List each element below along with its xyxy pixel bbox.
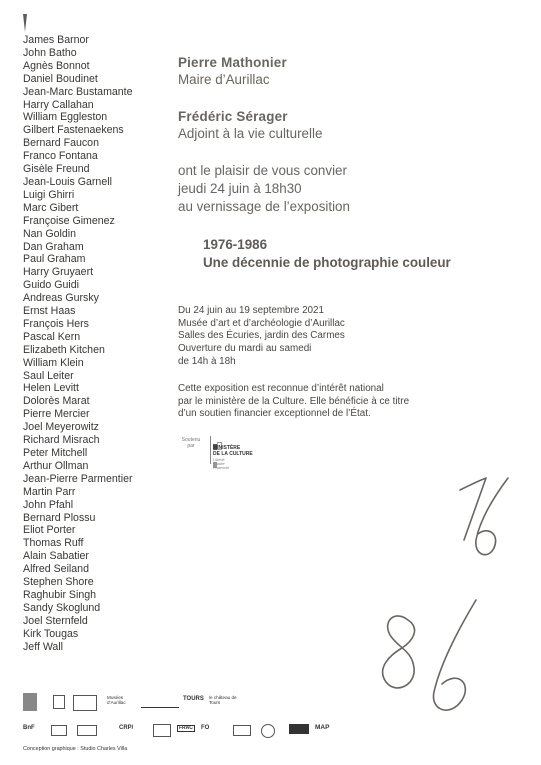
artist-name: Arthur Ollman — [23, 459, 89, 472]
artist-name: Kirk Tougas — [23, 627, 79, 640]
artist-name: Pascal Kern — [23, 330, 81, 343]
detail-line: Salles des Écuries, jardin des Carmes — [178, 330, 345, 342]
notice-line: Cette exposition est reconnue d’intérêt national — [178, 383, 384, 394]
invite-line: jeudi 24 juin à 18h30 — [178, 180, 302, 196]
partner-logo — [233, 725, 251, 736]
institution-logo — [53, 695, 65, 709]
aurillac-logo — [23, 693, 37, 711]
ministry-line: MINISTÈRE — [213, 445, 241, 451]
artist-name: Andreas Gursky — [23, 292, 99, 305]
artist-name: Gisèle Freund — [23, 163, 90, 176]
artist-name: Pierre Mercier — [23, 408, 90, 421]
artist-name: Paul Graham — [23, 253, 86, 266]
notice-line: d’un soutien financier exceptionnel de l’État. — [178, 408, 371, 420]
artist-name: William Eggleston — [23, 111, 108, 124]
digit-6-bottom — [433, 600, 476, 710]
artist-name: Jean-Pierre Parmentier — [23, 472, 133, 485]
artist-name: Ernst Haas — [23, 305, 76, 318]
artist-name: Alain Sabatier — [23, 550, 89, 563]
partner-logo — [261, 724, 275, 738]
artist-name: Peter Mitchell — [23, 447, 88, 459]
artist-name: Elizabeth Kitchen — [23, 343, 105, 356]
artist-name: Martin Parr — [23, 485, 76, 498]
partner-logos-bottom — [23, 722, 343, 738]
fo-logo: FO — [201, 725, 210, 731]
supported-by-label — [178, 437, 204, 449]
artist-name: Luigi Ghirri — [23, 188, 75, 201]
musees-aurillac-logo: Musées d’Aurillac — [107, 695, 126, 705]
artist-name: Jean-Marc Bustamante — [23, 85, 133, 98]
artist-name: Joel Sternfeld — [23, 614, 88, 627]
artist-name: Harry Callahan — [23, 98, 94, 111]
digit-7-top — [460, 478, 486, 540]
digit-8-bottom — [383, 616, 415, 688]
artist-name: Thomas Ruff — [23, 537, 84, 550]
artist-name: Helen Levitt — [23, 382, 79, 395]
map-logo: MAP — [315, 724, 330, 731]
invitation-text — [178, 162, 350, 215]
host-name: Pierre Mathonier — [178, 55, 287, 70]
artist-name: Harry Gruyaert — [23, 266, 94, 279]
design-credit: Conception graphique : Studio Charles Villa — [23, 746, 128, 752]
partner-logo — [77, 725, 97, 736]
artist-name: Alfred Seiland — [23, 563, 89, 576]
partner-logos-top — [23, 691, 243, 721]
digit-6-top — [476, 478, 508, 555]
artist-name: Gilbert Fastenaekens — [23, 124, 124, 137]
detail-line: Musée d’art et d’archéologie d’Aurillac — [178, 317, 345, 329]
black-box-logo — [73, 695, 97, 711]
motto-line: Liberté — [213, 458, 225, 462]
invite-line: au vernissage de l’exposition — [178, 198, 350, 214]
host-role: Adjoint à la vie culturelle — [178, 126, 323, 141]
exhibition-details — [178, 305, 345, 369]
national-interest-notice — [178, 383, 409, 421]
artist-name: Nan Goldin — [23, 227, 76, 240]
host-block-deputy — [178, 108, 322, 142]
artist-name: Dolorès Marat — [23, 395, 90, 408]
artist-name: Bernard Plossu — [23, 511, 96, 524]
detail-line: de 14h à 18h — [178, 355, 236, 367]
host-role: Maire d’Aurillac — [178, 72, 270, 87]
artist-name: James Barnor — [23, 34, 89, 46]
partner-logo — [51, 725, 67, 736]
exhibition-title — [203, 236, 451, 271]
motto-line: Égalité — [213, 462, 225, 466]
artist-name: Dan Graham — [23, 240, 84, 253]
artist-name: Bernard Faucon — [23, 137, 99, 150]
artist-name: Agnès Bonnot — [23, 59, 90, 72]
tours-logo: TOURS — [183, 696, 204, 702]
artist-list — [23, 34, 173, 654]
artist-name: Richard Misrach — [23, 434, 100, 447]
host-name: Frédéric Sérager — [178, 109, 288, 124]
partner-logo — [289, 724, 309, 734]
soutenu-text: Soutenu — [181, 437, 201, 443]
detail-line: Ouverture du mardi au samedi — [178, 343, 312, 355]
artist-name: Jeff Wall — [23, 640, 64, 653]
frac-logo: FRAC — [179, 725, 193, 731]
artist-name: William Klein — [23, 356, 84, 369]
exhibition-name: Une décennie de photographie couleur — [203, 254, 451, 270]
triangle-mark-icon — [23, 14, 27, 32]
motto-line: Fraternité — [213, 466, 230, 470]
artist-name: Raghubir Singh — [23, 588, 97, 601]
artist-name: John Batho — [23, 46, 77, 59]
artist-name: Sandy Skoglund — [23, 601, 101, 614]
artist-name: Stephen Shore — [23, 576, 94, 589]
region-logo — [141, 697, 179, 708]
artist-name: Guido Guidi — [23, 279, 79, 292]
artist-name: Françoise Gimenez — [23, 214, 115, 227]
partner-logo — [153, 724, 171, 737]
ministry-line: DE LA CULTURE — [213, 451, 253, 457]
artist-name: Jean-Louis Garnell — [23, 175, 112, 188]
artist-name: Eliot Porter — [23, 524, 76, 537]
french-flag-icon — [213, 437, 225, 443]
host-block-mayor — [178, 54, 287, 88]
chateau-tours-logo: le château de Tours — [209, 695, 237, 705]
artist-name: Marc Gibert — [23, 201, 79, 214]
crpv-logo: CRP/ — [119, 725, 134, 731]
ministry-of-culture-logo — [213, 445, 253, 457]
artist-name: Joel Meyerowitz — [23, 421, 99, 434]
artist-name: François Hers — [23, 317, 89, 330]
invite-line: ont le plaisir de vous convier — [178, 163, 347, 178]
exhibition-years: 1976-1986 — [203, 237, 268, 252]
artist-name: Daniel Boudinet — [23, 72, 98, 85]
bnf-logo: BnF — [23, 725, 35, 731]
artist-name: Franco Fontana — [23, 150, 98, 163]
par-text: par — [187, 443, 195, 449]
republic-motto — [213, 458, 229, 470]
notice-line: par le ministère de la Culture. Elle bénéficie à ce titre — [178, 395, 410, 407]
detail-line: Du 24 juin au 19 septembre 2021 — [178, 305, 325, 316]
artist-name: John Pfahl — [23, 498, 74, 511]
handwritten-years-graphic — [368, 470, 518, 725]
artist-name: Saul Leiter — [23, 369, 74, 382]
